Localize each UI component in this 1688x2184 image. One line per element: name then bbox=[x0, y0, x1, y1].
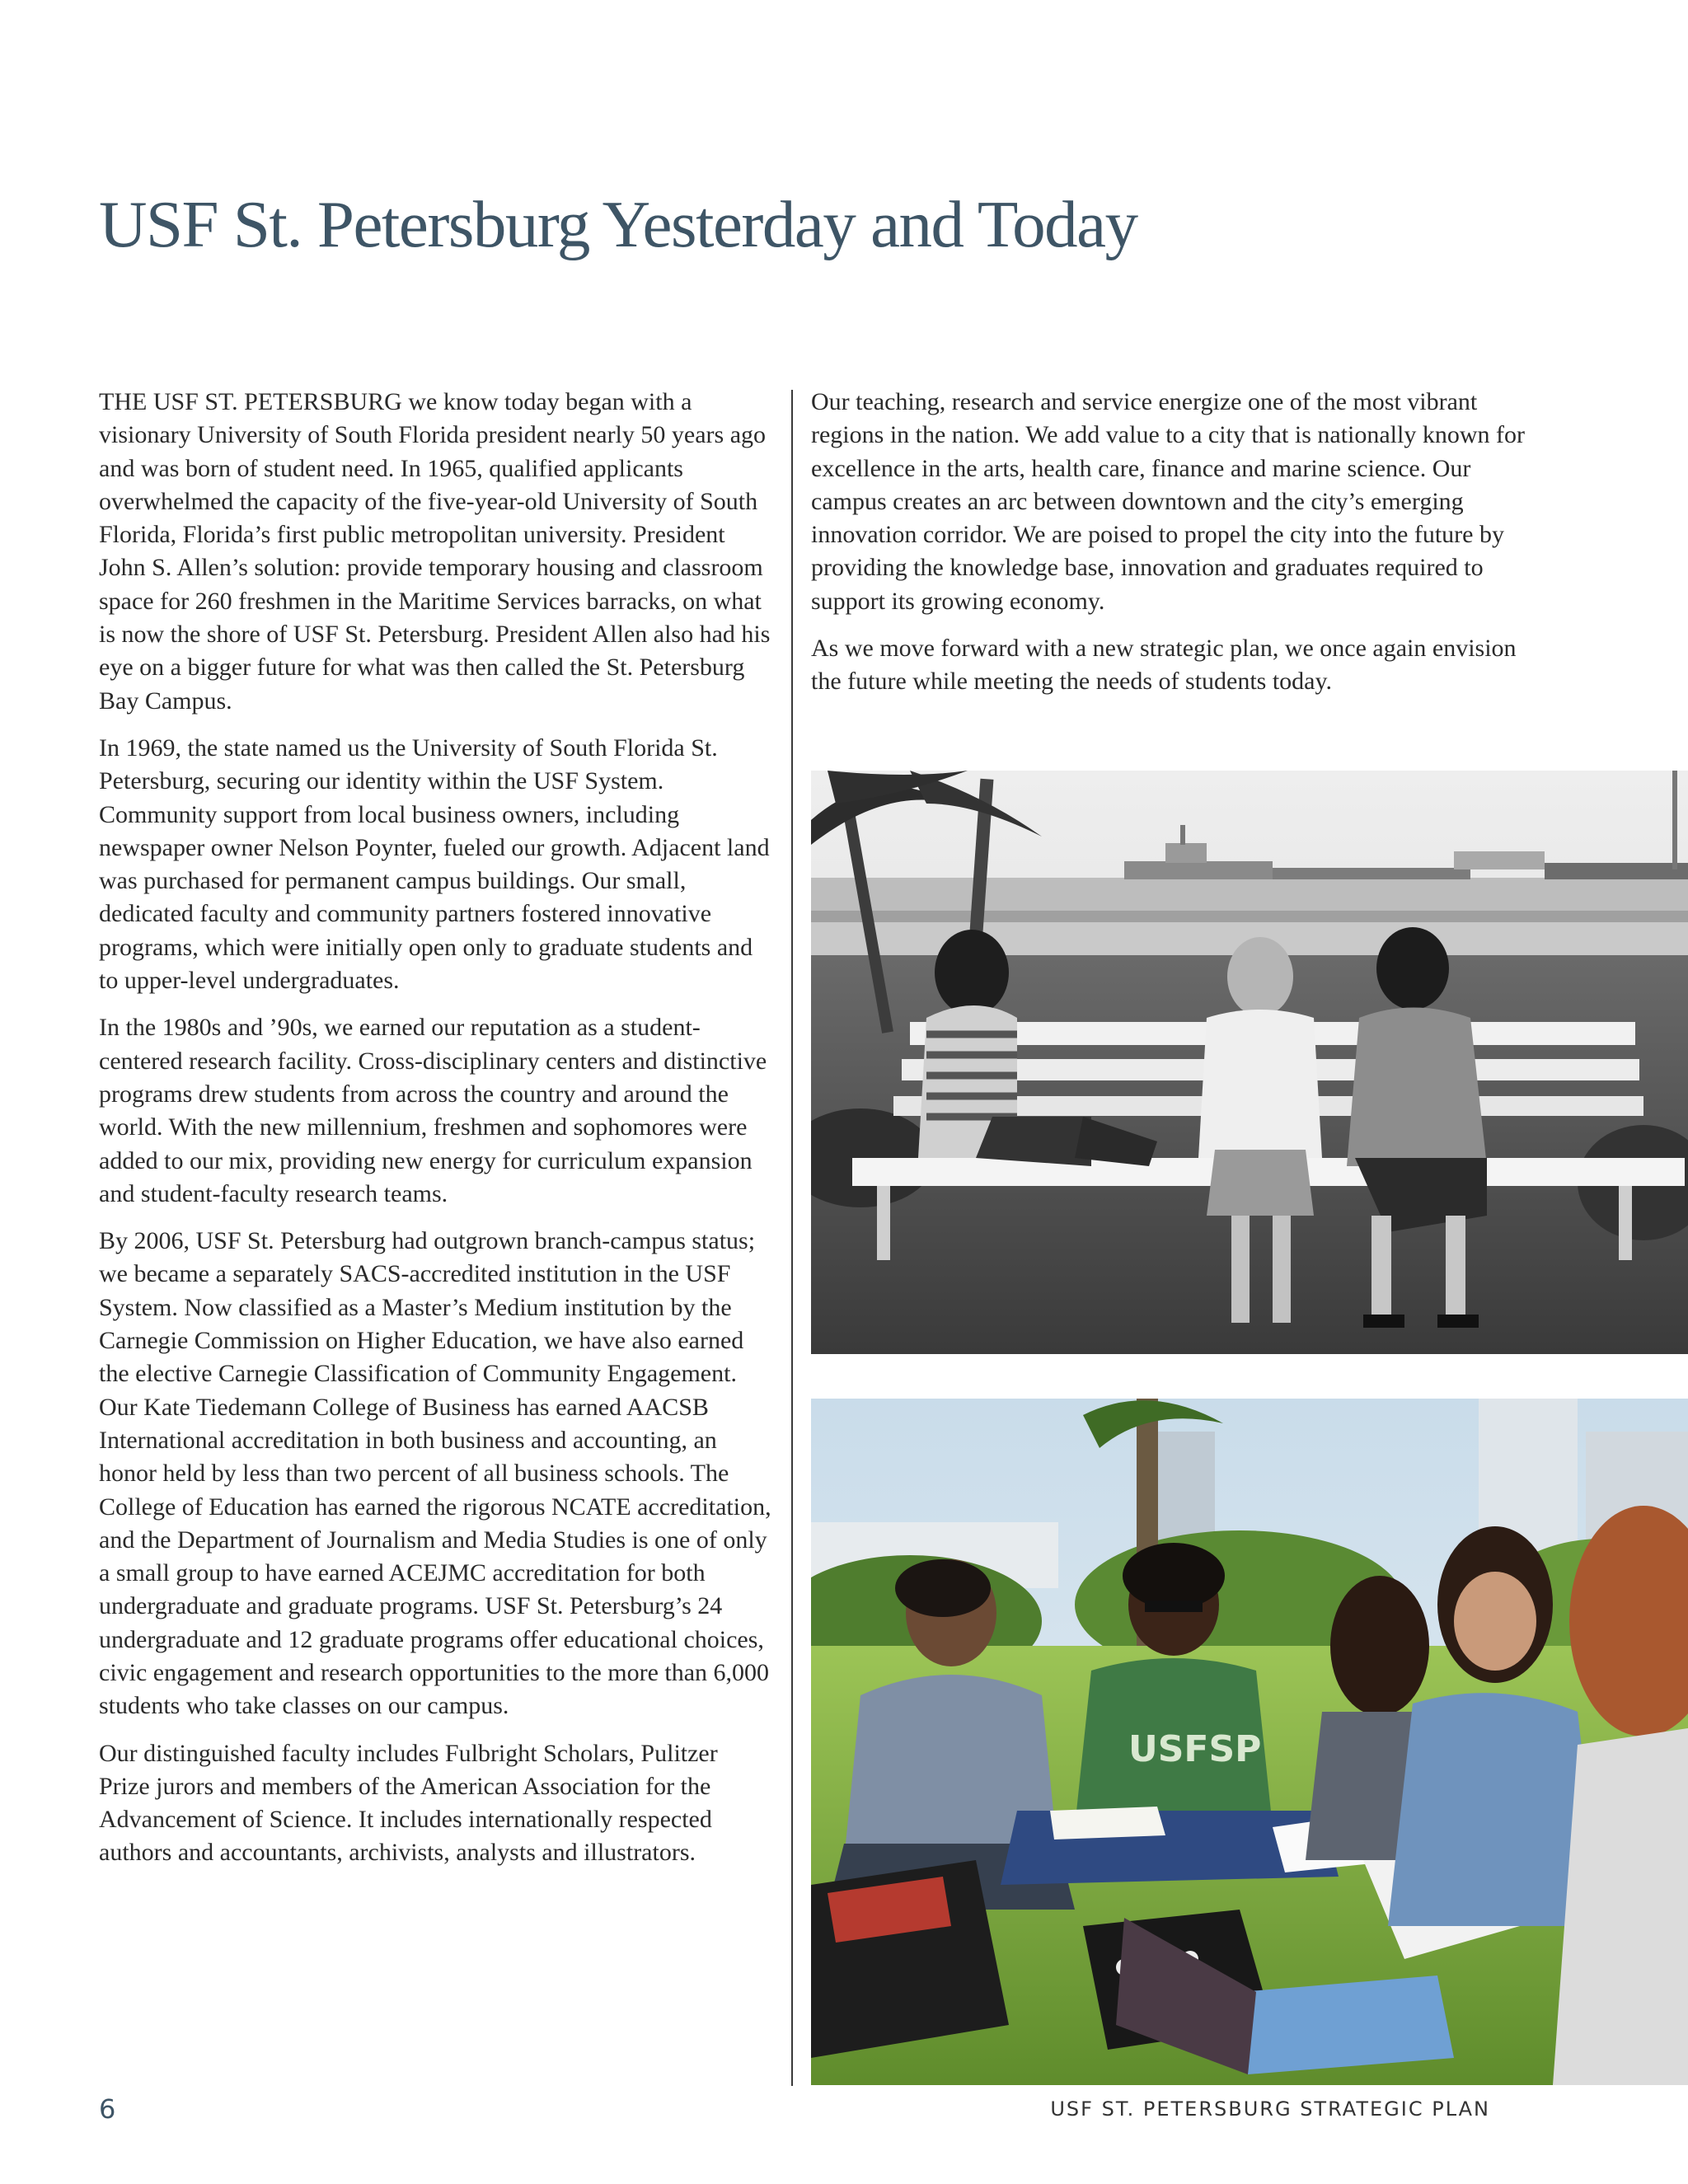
left-text-column bbox=[99, 386, 773, 1884]
paragraph: By 2006, USF St. Petersburg had outgrown branch-campus status; we became a separately SACS-accredited institution in the USF System. Now classified as a Master’s Medium institution by the Carnegie Commission on Higher Education, we have also earned the elective Carnegie Classification of Community Engagement. Our Kate Tiedemann College of Business has earned AACSB International accreditation in both business and accounting, an honor held by less than two percent of all business schools. The College of Education has earned the rigorous NCATE accreditation, and the Department of Journalism and Media Studies is one of only a small group to have earned ACEJMC accreditation for both undergraduate and graduate programs. USF St. Petersburg’s 24 undergraduate and 12 graduate programs offer educational choices, civic engagement and research opportunities to the more than 6,000 students who take classes on our campus. bbox=[99, 1227, 771, 1720]
column-divider bbox=[791, 390, 793, 2086]
paragraph: Our teaching, research and service energize one of the most vibrant regions in the nation. We add value to a city that is nationally known for excellence in the arts, health care, finance and marine science. Our campus creates an arc between downtown and the city’s emerging innovation corridor. We are poised to propel the city into the future by providing the knowledge base, innovation and graduates required to support its growing economy. bbox=[811, 388, 1526, 615]
page-number: 6 bbox=[99, 2093, 116, 2125]
page-title: USF St. Petersburg Yesterday and Today bbox=[99, 187, 1137, 261]
paragraph: In 1969, the state named us the University of South Florida St. Petersburg, securing our identity within the USF System. Community support from local business owners, including newspaper owner Nelson Poynter, fueled our growth. Adjacent land was purchased for permanent campus buildings. Our small, dedicated faculty and community partners fostered innovative programs, which were initially open only to graduate students and to upper-level undergraduates. bbox=[99, 733, 770, 995]
publication-title: USF ST. PETERSBURG STRATEGIC PLAN bbox=[1050, 2097, 1490, 2121]
historic-photo bbox=[811, 771, 1688, 1354]
modern-photo bbox=[811, 1399, 1688, 2085]
paragraph: As we move forward with a new strategic plan, we once again envision the future while meeting the needs of students today. bbox=[811, 635, 1517, 696]
paragraph: In the 1980s and ’90s, we earned our reputation as a student-centered research facility. Cross-disciplinary centers and distinctive programs drew students from across the country and around the world. With the new millennium, freshmen and sophomores were added to our mix, providing new energy for curriculum expansion and student-faculty research teams. bbox=[99, 1014, 767, 1207]
shirt-text: USFSP bbox=[1128, 1728, 1262, 1770]
paragraph: THE USF ST. PETERSBURG we know today began with a visionary University of South Florida president nearly 50 years ago and was born of student need. In 1965, qualified applicants overwhelmed the capacity of the five-year-old University of South Florida, Florida’s first public metropolitan university. President John S. Allen’s solution: provide temporary housing and classroom space for 260 freshmen in the Maritime Services barracks, on what is now the shore of USF St. Petersburg. President Allen also had his eye on a bigger future for what was then called the St. Petersburg Bay Campus. bbox=[99, 388, 771, 715]
paragraph: Our distinguished faculty includes Fulbright Scholars, Pulitzer Prize jurors and members of the American Association for the Advancement of Science. It includes internationally respected authors and accountants, archivists, analysts and illustrators. bbox=[99, 1739, 718, 1867]
right-text-column bbox=[811, 386, 1536, 713]
